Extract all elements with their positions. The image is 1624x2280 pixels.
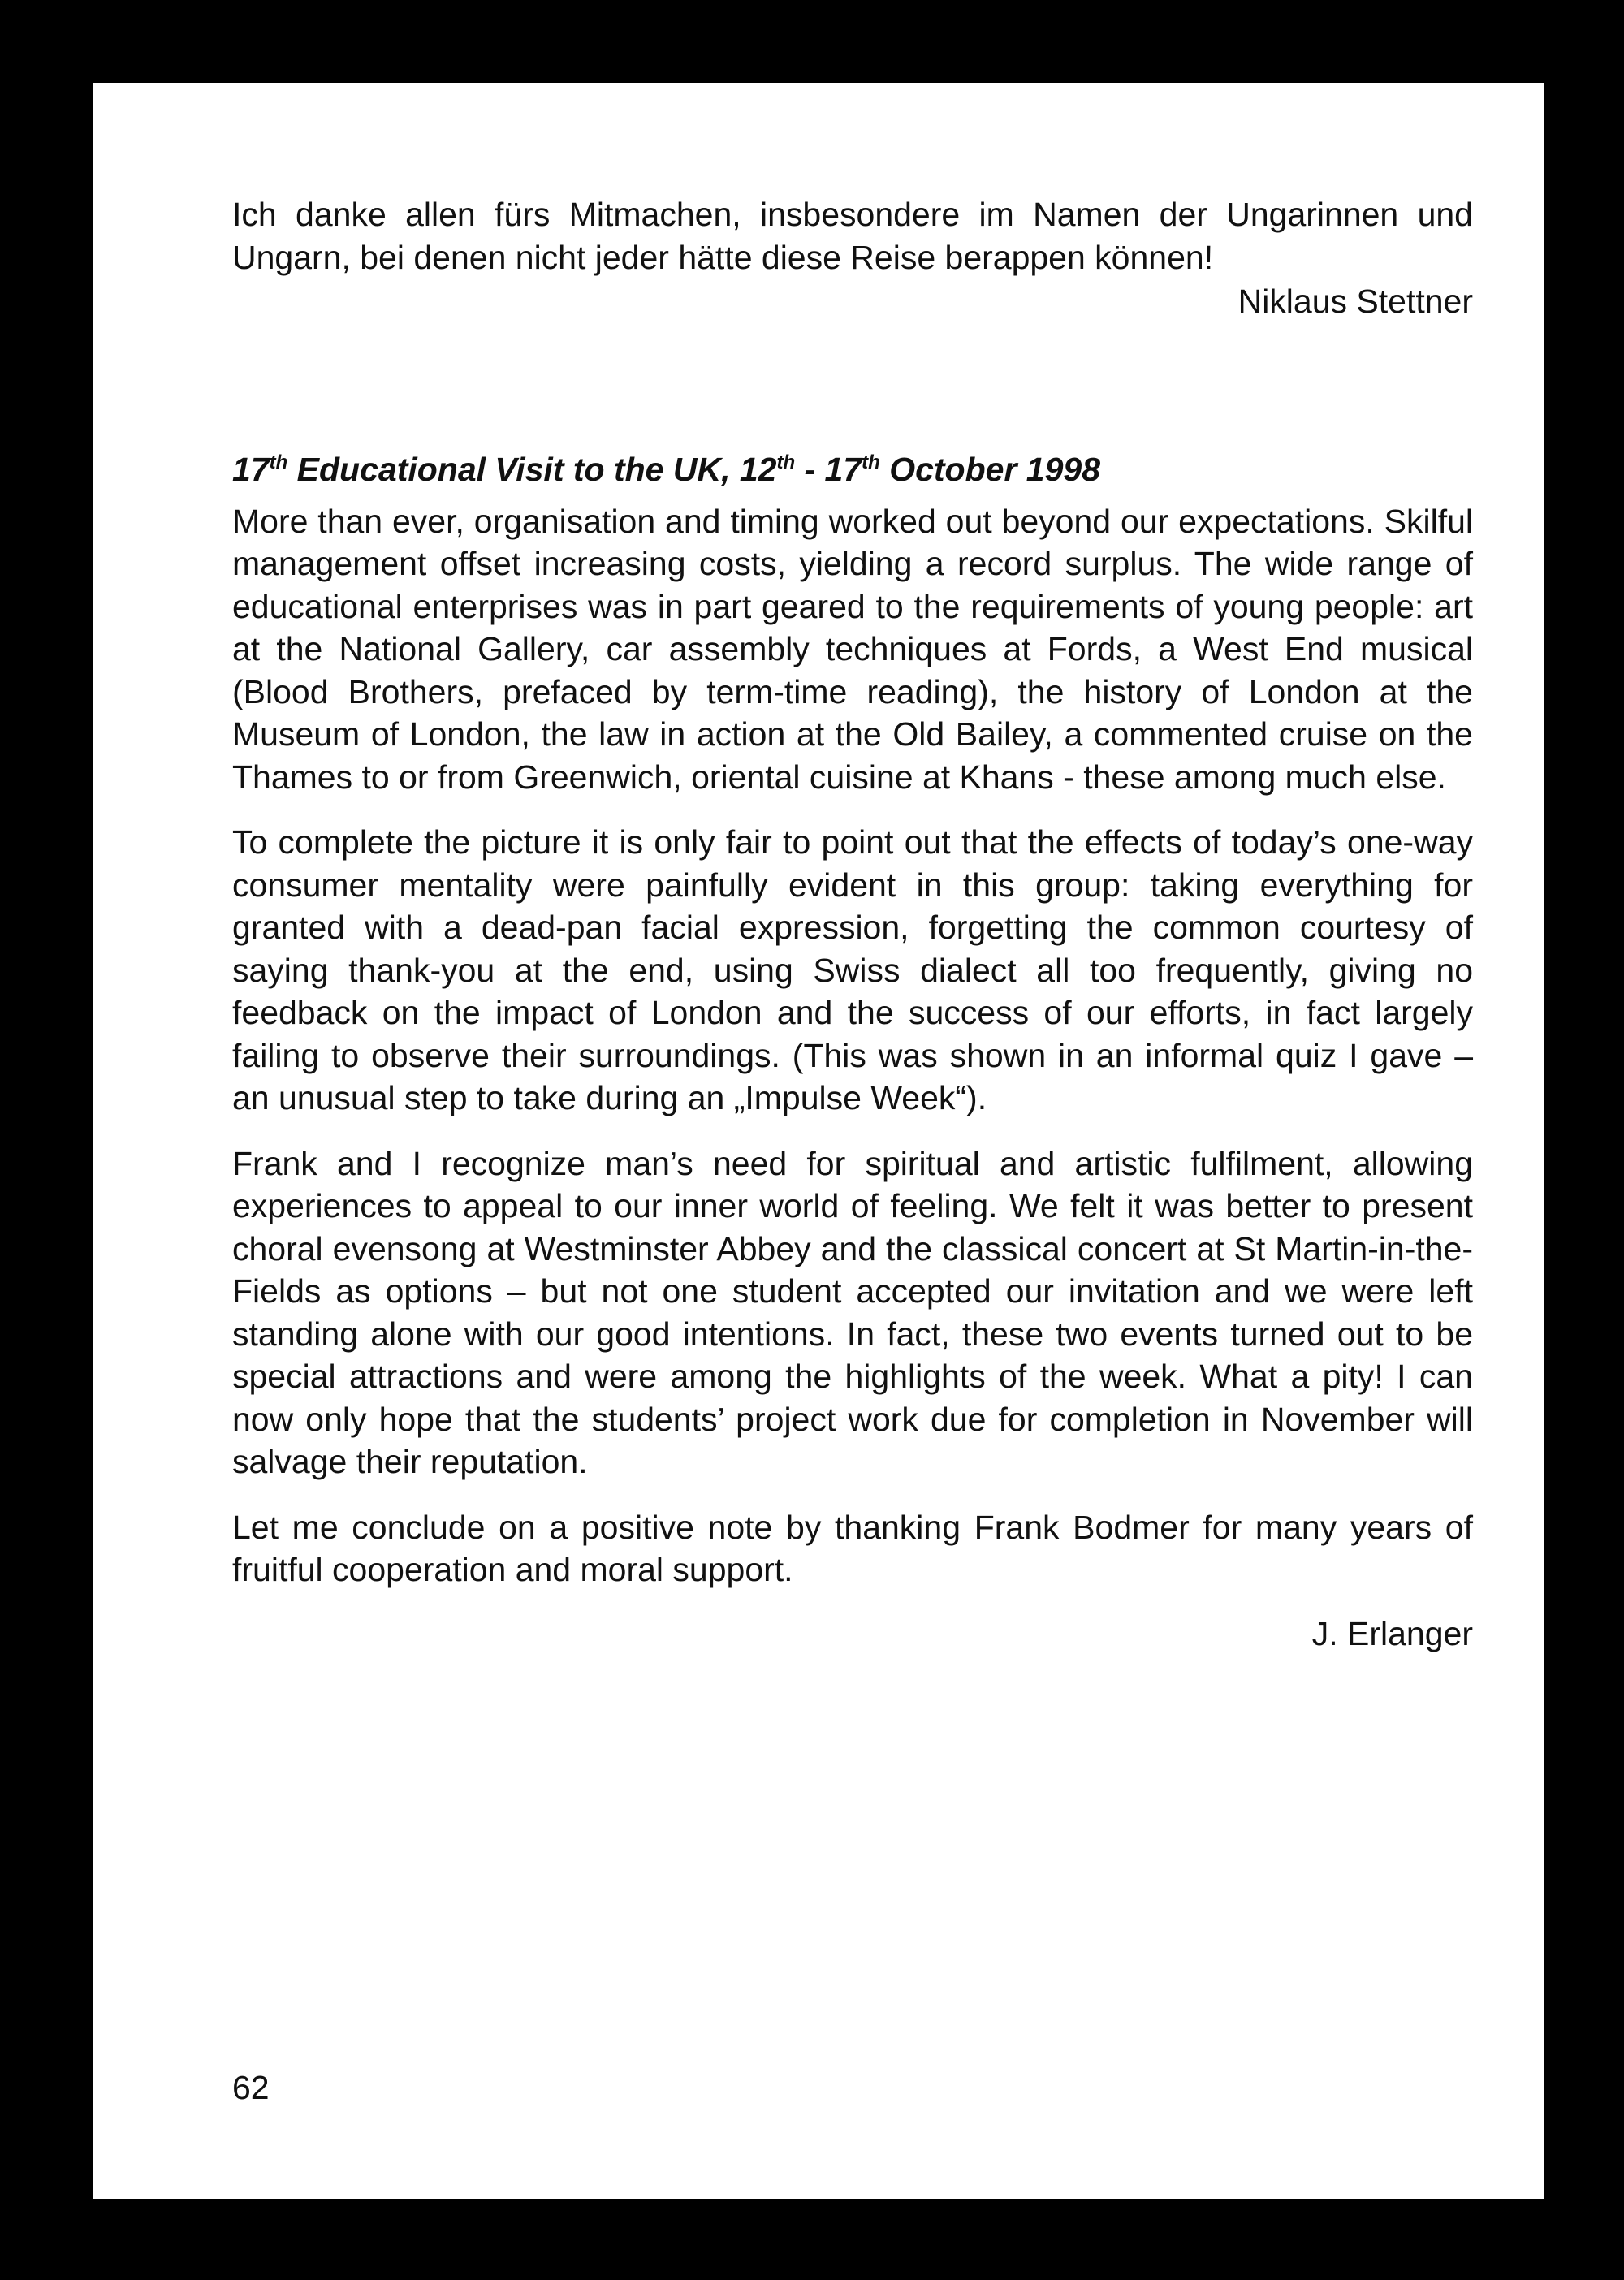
section-title <box>232 448 1473 490</box>
body-paragraph-4: Let me conclude on a positive note by thanking Frank Bodmer for many years of fruitful cooperation and moral support. <box>232 1508 1473 1588</box>
title-end-suffix: th <box>862 451 880 473</box>
title-tail: October 1998 <box>879 450 1100 488</box>
body-paragraph-2: To complete the picture it is only fair to point out that the effects of today’s one-way consumer mentality were painfully evident in this group: taking everything for granted with a dead-pan facial expression, forgetting the common courtesy of saying thank-you at the end, using Swiss dialect all too frequently, giving no feedback on the impact of London and the success of our efforts, in fact largely failing to observe their surroundings. (This was shown in an informal quiz I gave – an unusual step to take during an „Impulse Week“). <box>232 823 1473 1116</box>
title-start-suffix: th <box>776 451 796 473</box>
title-main: Educational Visit to the UK, 12 <box>287 450 777 488</box>
document-page <box>93 83 1544 2199</box>
page-number: 62 <box>232 2069 270 2106</box>
signature-erlanger: J. Erlanger <box>1311 1614 1473 1652</box>
intro-paragraph: Ich danke allen fürs Mitmachen, insbesondere im Namen der Ungarinnen und Ungarn, bei denen nicht jeder hätte diese Reise berappen können! <box>232 196 1473 276</box>
title-dash: - 17 <box>795 450 862 488</box>
body-paragraph-1: More than ever, organisation and timing worked out beyond our expectations. Skilful management offset increasing costs, yielding a record surplus. The wide range of educational enterprises was in part geared to the requirements of young people: art at the National Gallery, car assembly techniques at Fords, a West End musical (Blood Brothers, prefaced by term-time reading), the history of London at the Museum of London, the law in action at the Old Bailey, a commented cruise on the Thames to or from Greenwich, oriental cuisine at Khans - these among much else. <box>232 502 1473 796</box>
title-number: 17 <box>232 450 270 488</box>
title-number-suffix: th <box>269 451 288 473</box>
page-content <box>232 193 1473 1655</box>
body-paragraph-3: Frank and I recognize man’s need for spiritual and artistic fulfilment, allowing experiences to appeal to our inner world of feeling. We felt it was better to present choral evensong at Westminster Abbey and the classical concert at St Martin-in-the-Fields as options – but not one student accepted our invitation and we were left standing alone with our good intentions. In fact, these two events turned out to be special attractions and were among the highlights of the week. What a pity! I can now only hope that the students’ project work due for completion in November will salvage their reputation. <box>232 1144 1473 1480</box>
signature-stettner: Niklaus Stettner <box>1237 283 1473 320</box>
